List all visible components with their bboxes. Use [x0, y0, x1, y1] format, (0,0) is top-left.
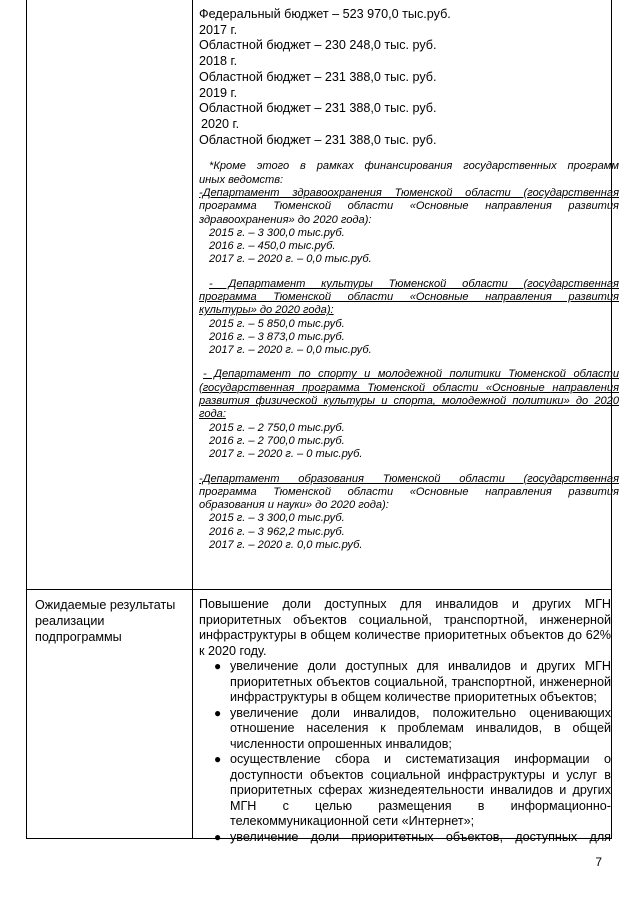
department-education	[199, 473, 619, 553]
other-programs-intro: *Кроме этого в рамках финансирования государственных программ	[209, 160, 619, 173]
amount: 2015 г. – 3 300,0 тыс.руб.	[209, 512, 345, 525]
year-label: 2020 г.	[201, 116, 240, 131]
regional-budget: Областной бюджет – 231 388,0 тыс. руб.	[199, 69, 437, 84]
department-line: - Департамент культуры Тюменской области (государственная	[209, 277, 619, 290]
amount: 2016 г. – 450,0 тыс.руб.	[209, 240, 336, 253]
department-line: программа Тюменской области «Основные направления развития	[199, 291, 619, 303]
department-line: программа Тюменской области «Основные направления развития	[199, 200, 619, 213]
other-programs-intro: иных ведомств:	[199, 173, 284, 186]
regional-budget: Областной бюджет – 231 388,0 тыс. руб.	[199, 101, 437, 116]
amount: 2017 г. – 2020 г. 0,0 тыс.руб.	[209, 539, 363, 552]
list-item	[199, 706, 611, 753]
amount: 2016 г. – 3 873,0 тыс.руб.	[209, 330, 345, 343]
results-cell	[199, 597, 611, 845]
department-culture	[199, 278, 619, 358]
amount: 2016 г. – 2 700,0 тыс.руб.	[209, 434, 345, 447]
results-label: Ожидаемые результаты реализации подпрограммы	[35, 598, 176, 644]
department-health	[199, 187, 619, 267]
department-line: (государственная программа Тюменской области «Основные направления	[199, 381, 619, 394]
year-label: 2018 г.	[199, 54, 238, 69]
department-line: программа Тюменской области «Основные направления развития	[199, 485, 619, 498]
amount: 2015 г. – 5 850,0 тыс.руб.	[209, 317, 345, 330]
department-line: года:	[199, 408, 226, 421]
page-number: 7	[595, 855, 602, 869]
results-summary: Повышение доли доступных для инвалидов и других МГН приоритетных объектов социальной, транспортной, инженерной инфраструктуры в общем количестве приоритетных объектов до 62% к 2020 году.	[199, 597, 611, 658]
department-line: -Департамент здравоохранения Тюменской области (государственная	[199, 186, 619, 199]
list-item-text: увеличение доли инвалидов, положительно оценивающих отношение населения к проблемам инвалидов, в общей численности опрошенных инвалидов;	[230, 705, 611, 751]
amount: 2016 г. – 3 962,2 тыс.руб.	[209, 525, 345, 538]
department-sport	[199, 368, 619, 461]
bullet-icon: ●	[214, 829, 222, 844]
column-divider	[192, 0, 193, 838]
department-line: - Департамент по спорту и молодежной политики Тюменской области	[203, 368, 619, 381]
bullet-icon: ●	[214, 752, 222, 766]
list-item-text: увеличение доли приоритетных объектов, доступных для	[230, 829, 611, 844]
amount: 2015 г. – 3 300,0 тыс.руб.	[209, 226, 345, 239]
list-item	[199, 830, 611, 846]
list-item	[199, 659, 611, 706]
department-line: развития физической культуры и спорта, молодежной политики» до 2020	[199, 395, 619, 408]
year-label: 2017 г.	[199, 22, 238, 37]
program-table	[26, 0, 619, 844]
federal-budget: Федеральный бюджет – 523 970,0 тыс.руб.	[199, 7, 451, 21]
regional-budget: Областной бюджет – 230 248,0 тыс. руб.	[199, 38, 437, 53]
year-label: 2019 г.	[199, 85, 238, 100]
bullet-icon: ●	[214, 705, 222, 720]
regional-budget: Областной бюджет – 231 388,0 тыс. руб.	[199, 132, 437, 147]
funding-cell	[199, 0, 619, 552]
department-line: культуры» до 2020 года):	[199, 304, 334, 317]
list-item-text: осуществление сбора и систематизация информации о доступности объектов социальной инфраструктуры и услуг в приоритетных сферах жизнедеятельности инвалидов и других МГН с целью размещения в информационно-телекоммуникационной сети «Интернет»;	[230, 752, 611, 828]
list-item	[199, 752, 611, 830]
amount: 2017 г. – 2020 г. – 0 тыс.руб.	[209, 448, 363, 461]
row-divider	[27, 589, 611, 590]
amount: 2015 г. – 2 750,0 тыс.руб.	[209, 421, 345, 434]
amount: 2017 г. – 2020 г. – 0,0 тыс.руб.	[209, 344, 372, 357]
department-line: -Департамент образования Тюменской области (государственная	[199, 472, 619, 485]
amount: 2017 г. – 2020 г. – 0,0 тыс.руб.	[209, 253, 372, 266]
bullet-icon: ●	[214, 659, 222, 673]
department-line: здравоохранения» до 2020 года):	[199, 213, 372, 226]
department-line: образования и науки» до 2020 года):	[199, 499, 389, 512]
list-item-text: увеличение доли доступных для инвалидов и других МГН приоритетных объектов социальной, транспортной, инженерной инфраструктуры в общем количестве приоритетных объектов;	[230, 659, 611, 704]
